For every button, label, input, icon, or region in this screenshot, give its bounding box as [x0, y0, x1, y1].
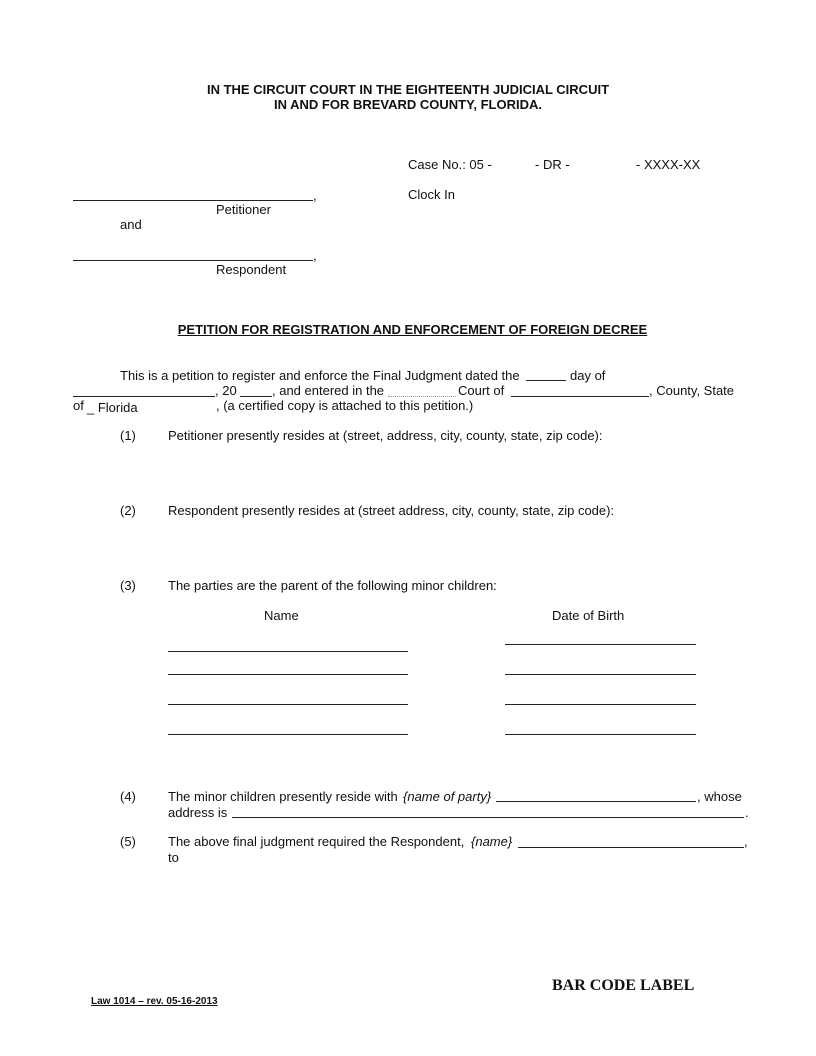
court-of-label: Court of [458, 383, 505, 398]
petitioner-comma: , [313, 188, 317, 203]
petitioner-label: Petitioner [216, 202, 271, 217]
county-state-label: , County, State [649, 383, 735, 398]
item-2-number: (2) [120, 503, 136, 518]
certified-copy-text: , (a certified copy is attached to this petition.) [216, 398, 474, 413]
item-5-to: to [168, 850, 179, 865]
barcode-label: BAR CODE LABEL [552, 977, 695, 994]
case-suffix: - XXXX-XX [636, 157, 701, 172]
item-4-whose: , whose [697, 789, 742, 804]
clock-in-label: Clock In [408, 187, 455, 202]
child-dob-line[interactable] [505, 644, 696, 645]
court-header-line1: IN THE CIRCUIT COURT IN THE EIGHTEENTH JUDICIAL CIRCUIT [206, 82, 610, 97]
item-1-text: Petitioner presently resides at (street, address, city, county, state, zip code): [168, 428, 603, 443]
item-3-number: (3) [120, 578, 136, 593]
item-4-address-label: address is [168, 805, 228, 820]
respondent-name-line[interactable] [73, 260, 313, 261]
child-dob-line[interactable] [505, 704, 696, 705]
form-id: Law 1014 – rev. 05-16-2013 [91, 996, 218, 1007]
and-label: and [120, 217, 142, 232]
child-dob-line[interactable] [505, 674, 696, 675]
item-4-party-hint: {name of party} [403, 789, 492, 804]
court-header-line2: IN AND FOR BREVARD COUNTY, FLORIDA. [274, 97, 542, 112]
petition-title: PETITION FOR REGISTRATION AND ENFORCEMENT OF FOREIGN DECREE [177, 322, 648, 337]
case-dr-label: - DR - [535, 157, 570, 172]
court-name-blank[interactable] [388, 396, 456, 397]
intro-text-1: This is a petition to register and enforce the Final Judgment dated the [120, 368, 520, 383]
case-number-label: Case No.: 05 - [408, 157, 492, 172]
item-4-period: . [745, 805, 749, 820]
item-4-number: (4) [120, 789, 136, 804]
item-1-number: (1) [120, 428, 136, 443]
year-prefix: , 20 [215, 383, 237, 398]
petitioner-name-line[interactable] [73, 200, 313, 201]
item-3-text: The parties are the parent of the following minor children: [168, 578, 497, 593]
children-name-header: Name [264, 608, 299, 623]
item-5-text: The above final judgment required the Respondent, [168, 834, 465, 849]
state-field[interactable]: _ Florida [87, 400, 138, 415]
year-blank[interactable] [240, 396, 272, 397]
address-blank[interactable] [232, 817, 744, 818]
day-blank[interactable] [526, 380, 566, 381]
item-5-number: (5) [120, 834, 136, 849]
item-5-name-hint: {name} [471, 834, 513, 849]
respondent-label: Respondent [216, 262, 287, 277]
child-name-line[interactable] [168, 734, 408, 735]
respondent-obligation-blank[interactable] [518, 847, 744, 848]
child-name-line[interactable] [168, 651, 408, 652]
month-blank[interactable] [73, 396, 215, 397]
respondent-comma: , [313, 248, 317, 263]
item-2-text: Respondent presently resides at (street address, city, county, state, zip code): [168, 503, 615, 518]
item-4-text: The minor children presently reside with [168, 789, 398, 804]
child-name-line[interactable] [168, 704, 408, 705]
child-name-line[interactable] [168, 674, 408, 675]
county-blank[interactable] [511, 396, 649, 397]
entered-in-label: , and entered in the [272, 383, 385, 398]
party-name-blank[interactable] [496, 801, 696, 802]
children-dob-header: Date of Birth [552, 608, 625, 623]
day-of-label: day of [570, 368, 606, 383]
child-dob-line[interactable] [505, 734, 696, 735]
item-5-comma: , [744, 834, 748, 849]
of-label: of [73, 398, 84, 413]
